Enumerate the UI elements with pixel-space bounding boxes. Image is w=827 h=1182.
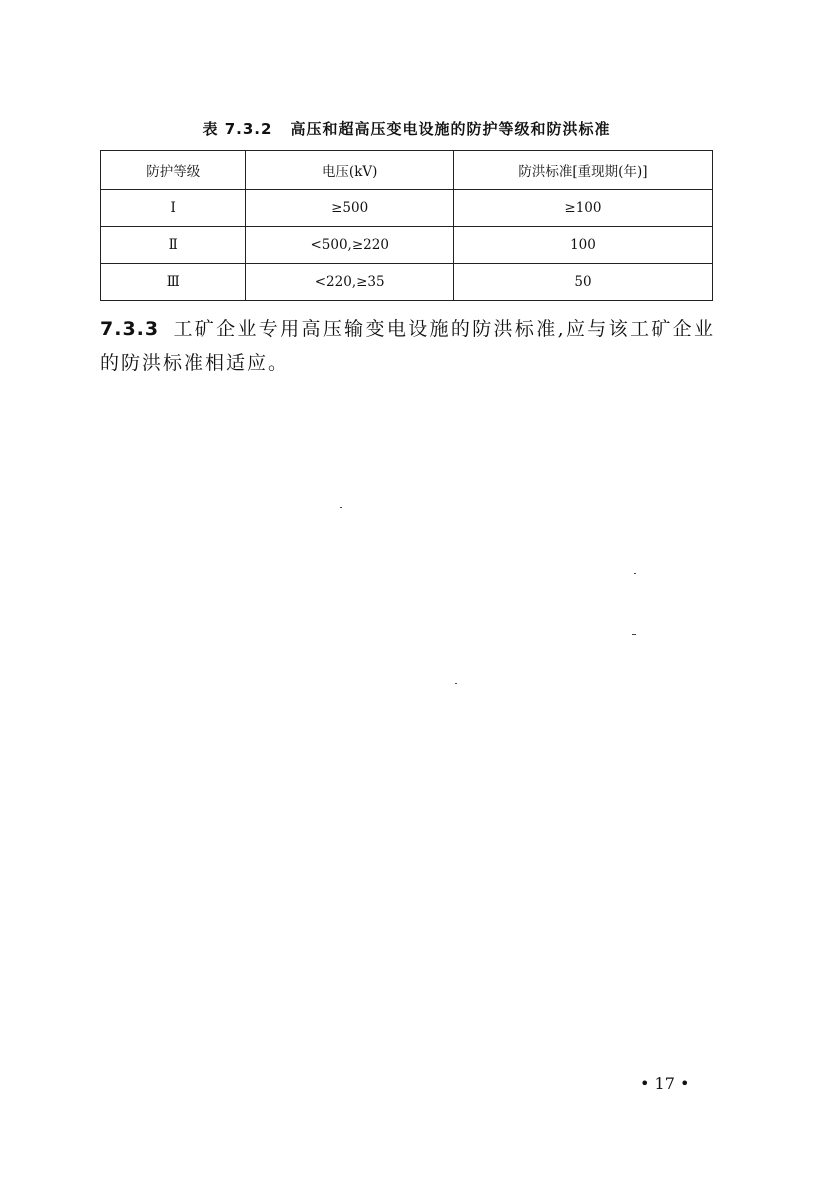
table-row bbox=[101, 264, 713, 301]
table-cell: ≥500 bbox=[246, 190, 453, 227]
scan-speck bbox=[340, 507, 342, 508]
table-caption bbox=[100, 118, 713, 139]
scan-speck bbox=[634, 573, 636, 574]
table-number: 表 7.3.2 bbox=[202, 120, 273, 138]
page-number: • 17 • bbox=[640, 1074, 690, 1093]
table-cell: Ⅱ bbox=[101, 227, 246, 264]
table-title: 高压和超高压变电设施的防护等级和防洪标准 bbox=[290, 120, 611, 138]
table-cell: 100 bbox=[453, 227, 712, 264]
table-header-row bbox=[101, 151, 713, 190]
scan-speck bbox=[632, 634, 636, 635]
table-cell: <500,≥220 bbox=[246, 227, 453, 264]
table-cell: Ⅲ bbox=[101, 264, 246, 301]
table-cell: <220,≥35 bbox=[246, 264, 453, 301]
clause-text: 工矿企业专用高压输变电设施的防洪标准,应与该工矿企业的防洪标准相适应。 bbox=[100, 318, 715, 374]
clause-7-3-3 bbox=[100, 312, 715, 380]
table-cell: 50 bbox=[453, 264, 712, 301]
table-row bbox=[101, 227, 713, 264]
scan-speck bbox=[455, 683, 457, 684]
header-protection-level: 防护等级 bbox=[101, 151, 246, 190]
header-flood-standard: 防洪标准[重现期(年)] bbox=[453, 151, 712, 190]
table-row bbox=[101, 190, 713, 227]
clause-number: 7.3.3 bbox=[100, 318, 160, 340]
flood-standard-table bbox=[100, 150, 713, 301]
table-cell: ≥100 bbox=[453, 190, 712, 227]
table-cell: Ⅰ bbox=[101, 190, 246, 227]
header-voltage: 电压(kV) bbox=[246, 151, 453, 190]
